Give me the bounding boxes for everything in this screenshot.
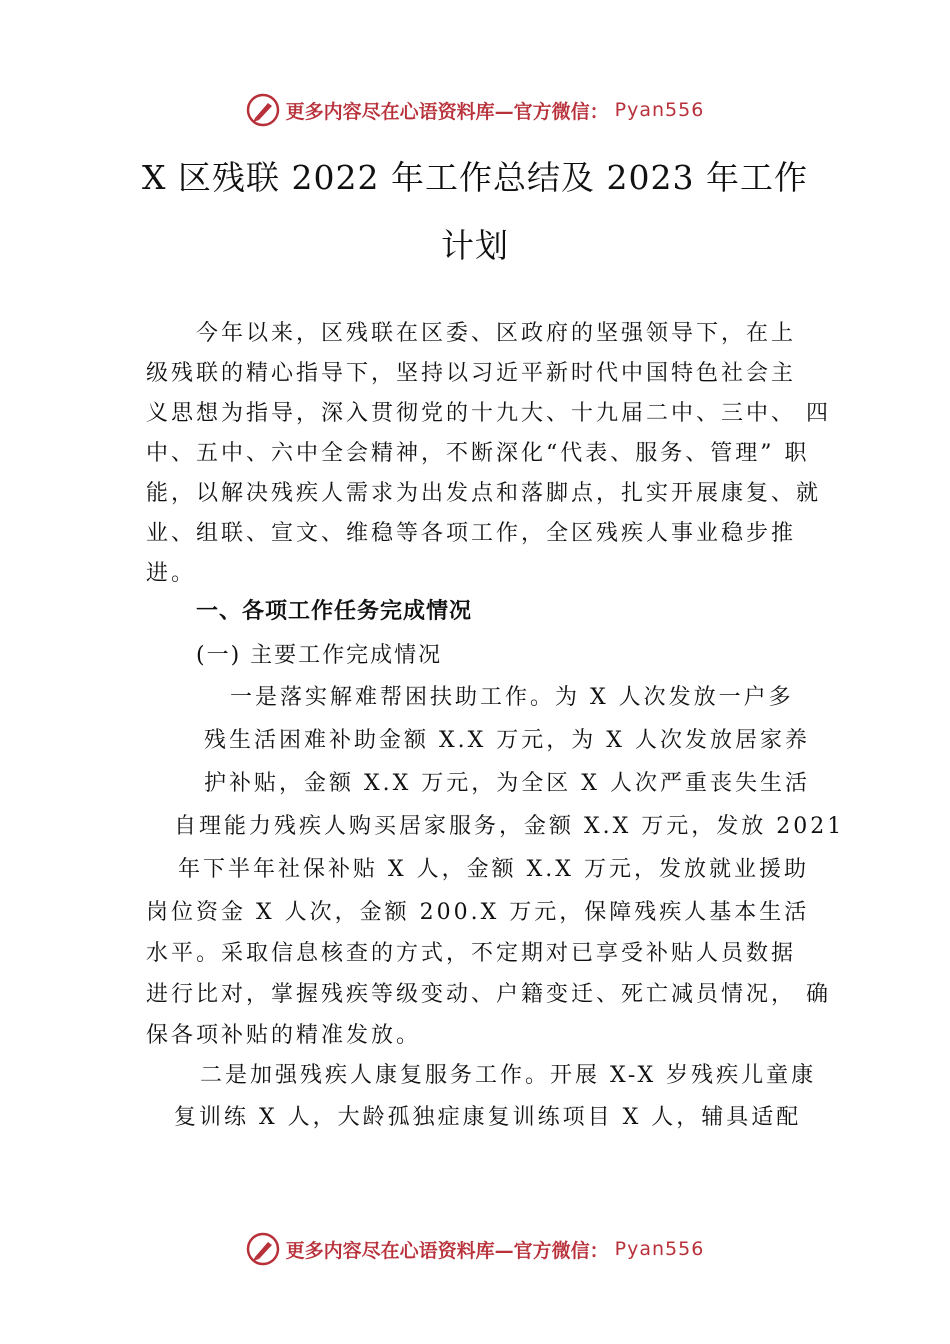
intro-line: 今年以来，区残联在区委、区政府的坚强领导下，在上 — [196, 321, 797, 346]
banner-text: 更多内容尽在心语资料库—官方微信： — [285, 100, 609, 123]
paragraph1-line: 护补贴，金额 X.X 万元，为全区 X 人次严重丧失生活 — [204, 771, 810, 796]
intro-line: 义思想为指导，深入贯彻党的十九大、十九届二中、三中、 四 — [146, 401, 831, 426]
paragraph1-line: 进行比对，掌握残疾等级变动、户籍变迁、死亡减员情况， 确 — [146, 982, 831, 1007]
pen-logo-icon — [246, 93, 280, 127]
paragraph1-line: 自理能力残疾人购买居家服务，金额 X.X 万元，发放 2021 — [174, 814, 845, 839]
paragraph1-line: 水平。采取信息核查的方式，不定期对已享受补贴人员数据 — [146, 941, 797, 966]
paragraph1-line: 岗位资金 X 人次，金额 200.X 万元，保障残疾人基本生活 — [146, 900, 810, 925]
watermark-banner-bottom — [0, 1232, 950, 1272]
subsection-heading: (一) 主要工作完成情况 — [196, 643, 443, 668]
intro-line: 进。 — [146, 561, 197, 586]
document-title-line1: X 区残联 2022 年工作总结及 2023 年工作 — [142, 158, 808, 197]
paragraph1-line: 残生活困难补助金额 X.X 万元，为 X 人次发放居家养 — [204, 728, 810, 753]
watermark-banner-top — [0, 93, 950, 133]
intro-line: 中、五中、六中全会精神，不断深化“代表、服务、管理” 职 — [146, 441, 810, 466]
pen-logo-icon — [246, 1232, 280, 1266]
paragraph2-line: 二是加强残疾人康复服务工作。开展 X-X 岁残疾儿童康 — [200, 1063, 817, 1088]
paragraph1-line: 年下半年社保补贴 X 人，金额 X.X 万元，发放就业援助 — [178, 857, 809, 882]
banner-text: 更多内容尽在心语资料库—官方微信： — [285, 1239, 609, 1262]
section-heading: 一、各项工作任务完成情况 — [196, 599, 473, 624]
paragraph2-line: 复训练 X 人，大龄孤独症康复训练项目 X 人，辅具适配 — [174, 1105, 802, 1130]
intro-line: 业、组联、宣文、维稳等各项工作，全区残疾人事业稳步推 — [146, 521, 797, 546]
document-title-line2: 计划 — [441, 226, 509, 265]
paragraph1-line: 一是落实解难帮困扶助工作。为 X 人次发放一户多 — [230, 685, 794, 710]
intro-line: 能，以解决残疾人需求为出发点和落脚点，扎实开展康复、就 — [146, 481, 822, 506]
banner-wechat-id: Pyan556 — [614, 1238, 705, 1260]
banner-wechat-id: Pyan556 — [614, 99, 705, 121]
intro-line: 级残联的精心指导下，坚持以习近平新时代中国特色社会主 — [146, 361, 797, 386]
paragraph1-line: 保各项补贴的精准发放。 — [146, 1023, 422, 1048]
